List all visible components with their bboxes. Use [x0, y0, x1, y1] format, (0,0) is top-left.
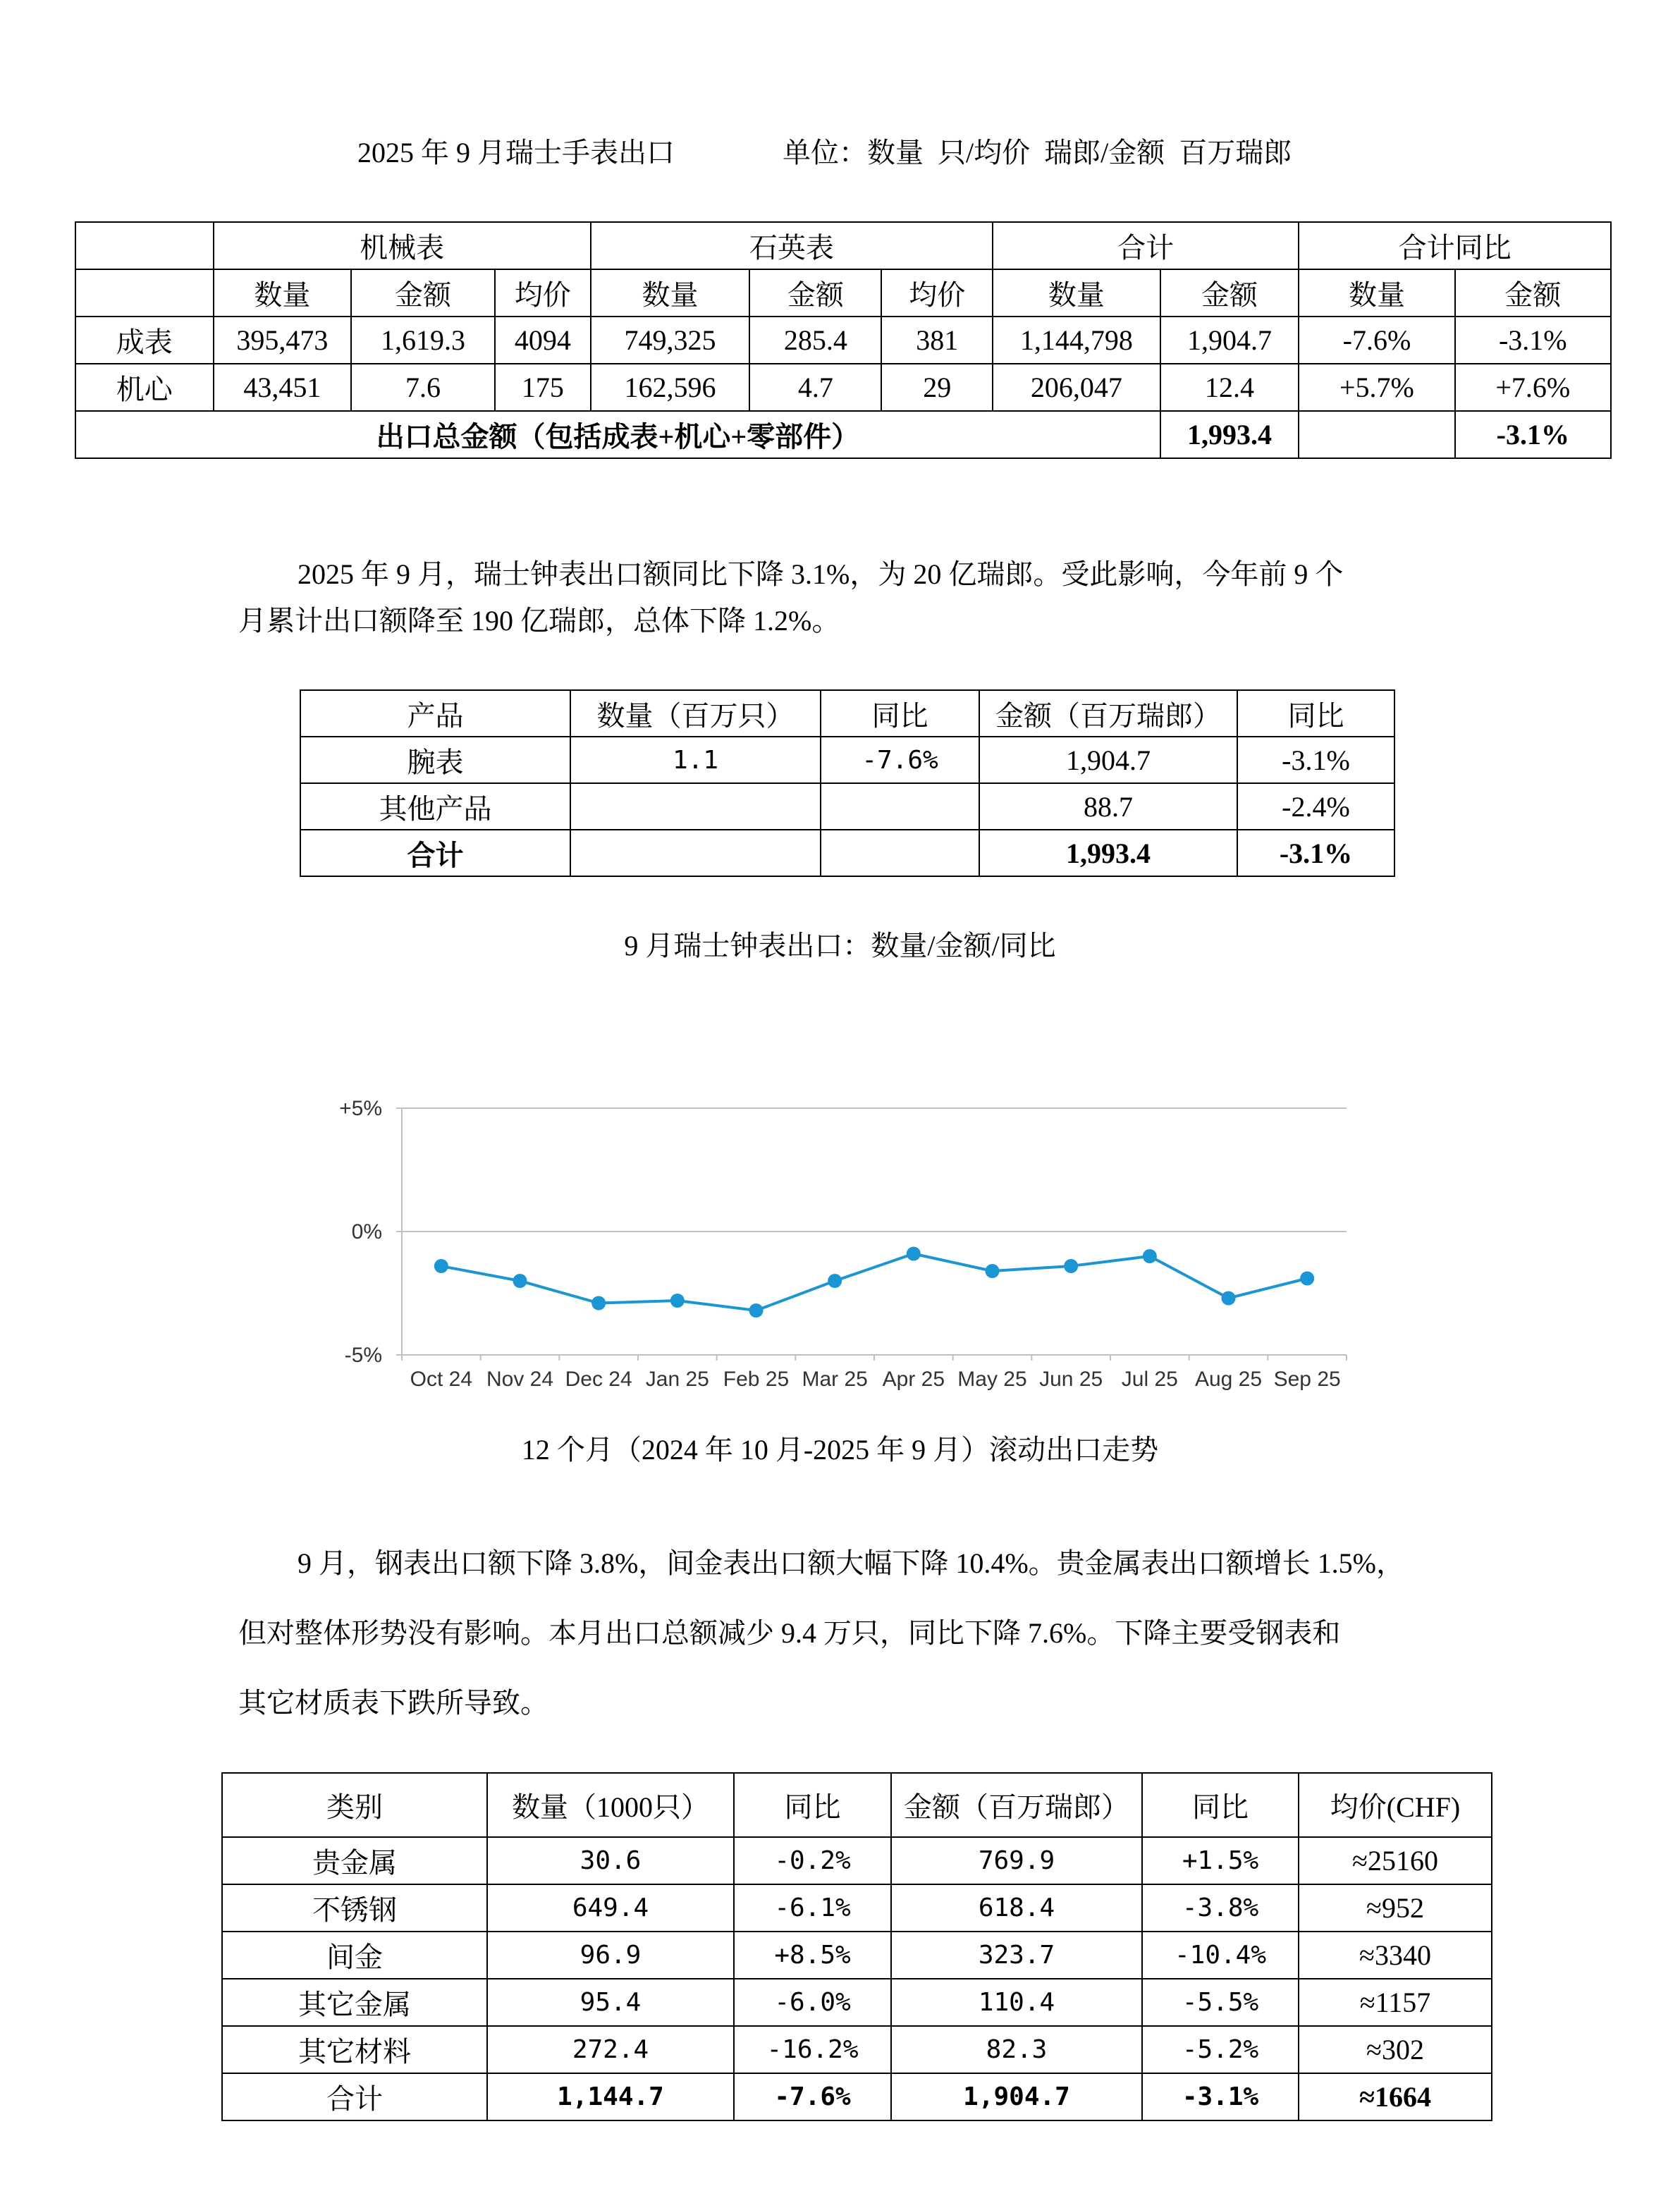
table1-subheader-row: [75, 269, 1611, 317]
table-cell: 12.4: [1160, 364, 1299, 411]
table-cell: -7.6%: [821, 737, 979, 783]
subheader-cell: 数量: [214, 269, 352, 317]
table-cell: 1,904.7: [1160, 317, 1299, 364]
table-cell: +8.5%: [734, 1932, 891, 1979]
table-cell: +5.7%: [1299, 364, 1454, 411]
subheader-cell: 数量: [591, 269, 749, 317]
subheader-cell: 数量: [1299, 269, 1454, 317]
subheader-cell: 数量: [993, 269, 1160, 317]
table-row: [300, 737, 1394, 783]
table-cell: ≈1157: [1299, 1979, 1492, 2026]
table-cell: -5.5%: [1142, 1979, 1299, 2026]
x-tick-label: Mar 25: [802, 1368, 868, 1391]
table-cell: ≈1664: [1299, 2073, 1492, 2120]
row-label: 成表: [75, 317, 214, 364]
table-cell: -5.2%: [1142, 2026, 1299, 2073]
y-tick-label: 0%: [351, 1220, 382, 1244]
table-row: [222, 1979, 1492, 2026]
table-row: [75, 317, 1611, 364]
table-cell: 其它材料: [222, 2026, 487, 2073]
data-point: [513, 1274, 527, 1288]
data-point: [1222, 1291, 1236, 1306]
material-table: [221, 1772, 1492, 2121]
table-cell: 749,325: [591, 317, 749, 364]
table-cell: 43,451: [214, 364, 352, 411]
total-empty-cell: [1299, 411, 1454, 458]
subheader-cell: 金额: [749, 269, 881, 317]
group-mechanical: 机械表: [214, 222, 591, 269]
data-points: [434, 1247, 1314, 1318]
table-row: [300, 783, 1394, 830]
unit-note: 单位：数量 只/均价 瑞郎/金额 百万瑞郎: [783, 137, 1292, 168]
table-cell: 618.4: [891, 1884, 1142, 1932]
table-cell: 1,993.4: [979, 830, 1237, 876]
header-cell: 同比: [734, 1773, 891, 1837]
table-row: [222, 1837, 1492, 1884]
x-tick-label: Aug 25: [1194, 1368, 1263, 1391]
table-row: [222, 1884, 1492, 1932]
table-cell: 不锈钢: [222, 1884, 487, 1932]
table1-corner-cell-2: [75, 269, 214, 317]
x-axis-ticks: [410, 1368, 1341, 1391]
table-row: [300, 830, 1394, 876]
group-quartz: 石英表: [591, 222, 993, 269]
table-row: [222, 2026, 1492, 2073]
table-cell: -3.1%: [1237, 737, 1394, 783]
table-cell: 4.7: [749, 364, 881, 411]
y-axis-ticks: [339, 1097, 382, 1367]
table-cell: 1,144.7: [487, 2073, 734, 2120]
table-cell: -10.4%: [1142, 1932, 1299, 1979]
x-tick-label: Apr 25: [882, 1368, 945, 1391]
chart-caption-bottom: 12 个月（2024 年 10 月-2025 年 9 月）滚动出口走势: [521, 1434, 1159, 1466]
table-cell: 腕表: [300, 737, 570, 783]
data-point: [591, 1296, 606, 1310]
table-cell: +7.6%: [1455, 364, 1611, 411]
export-trend-chart: [310, 1079, 1368, 1403]
table-cell: 合计: [222, 2073, 487, 2120]
table-cell: +1.5%: [1142, 1837, 1299, 1884]
x-tick-label: May 25: [957, 1368, 1027, 1391]
table-cell: [821, 830, 979, 876]
table-cell: 323.7: [891, 1932, 1142, 1979]
table-cell: 贵金属: [222, 1837, 487, 1884]
table-cell: 110.4: [891, 1979, 1142, 2026]
table-cell: -7.6%: [734, 2073, 891, 2120]
x-tick-label: Sep 25: [1273, 1368, 1341, 1391]
x-tick-label: Nov 24: [486, 1368, 554, 1391]
table-cell: 96.9: [487, 1932, 734, 1979]
data-point: [907, 1247, 921, 1261]
x-tick-label: Jan 25: [645, 1368, 709, 1391]
total-amount: 1,993.4: [1160, 411, 1299, 458]
paragraph-summary: [238, 551, 1493, 644]
table-row: [222, 2073, 1492, 2120]
table-cell: 合计: [300, 830, 570, 876]
table-cell: 272.4: [487, 2026, 734, 2073]
table-cell: 649.4: [487, 1884, 734, 1932]
table-row: [75, 364, 1611, 411]
paragraph-line: 月累计出口额降至 190 亿瑞郎，总体下降 1.2%。: [238, 605, 840, 637]
table-cell: -6.1%: [734, 1884, 891, 1932]
paragraph-line: 其它材质表下跌所导致。: [238, 1687, 548, 1719]
header-cell: 类别: [222, 1773, 487, 1837]
table-cell: -2.4%: [1237, 783, 1394, 830]
y-tick-label: +5%: [339, 1097, 382, 1120]
table2-header-row: [300, 690, 1394, 737]
table-cell: ≈25160: [1299, 1837, 1492, 1884]
table-cell: 1,904.7: [891, 2073, 1142, 2120]
table-cell: 395,473: [214, 317, 352, 364]
row-label: 机心: [75, 364, 214, 411]
table-cell: 30.6: [487, 1837, 734, 1884]
x-tick-label: Dec 24: [565, 1368, 632, 1391]
subheader-cell: 金额: [1455, 269, 1611, 317]
table-cell: 88.7: [979, 783, 1237, 830]
table1-group-row: [75, 222, 1611, 269]
paragraph-material: [238, 1528, 1493, 1738]
header-cell: 金额（百万瑞郎）: [979, 690, 1237, 737]
table-cell: 381: [881, 317, 993, 364]
export-summary-table: [75, 221, 1612, 459]
data-point: [986, 1264, 1000, 1278]
subheader-cell: 金额: [351, 269, 495, 317]
paragraph-line: 9 月，钢表出口额下降 3.8%，间金表出口额大幅下降 10.4%。贵金属表出口额增长 1.5%，: [298, 1547, 1404, 1579]
total-yoy: -3.1%: [1455, 411, 1611, 458]
group-total: 合计: [993, 222, 1299, 269]
table-cell: ≈3340: [1299, 1932, 1492, 1979]
table-cell: 1,144,798: [993, 317, 1160, 364]
y-tick-label: -5%: [344, 1344, 382, 1367]
table-cell: -3.1%: [1237, 830, 1394, 876]
table-row: [222, 1932, 1492, 1979]
paragraph-line: 2025 年 9 月，瑞士钟表出口额同比下降 3.1%，为 20 亿瑞郎。受此影响，今年前 9 个: [298, 558, 1344, 590]
series-line: [441, 1254, 1307, 1311]
header-cell: 同比: [1237, 690, 1394, 737]
table-cell: [570, 783, 821, 830]
table-cell: -6.0%: [734, 1979, 891, 2026]
table-cell: 162,596: [591, 364, 749, 411]
table-cell: 95.4: [487, 1979, 734, 2026]
data-point: [434, 1259, 448, 1273]
header-cell: 同比: [1142, 1773, 1299, 1837]
table-cell: -16.2%: [734, 2026, 891, 2073]
table1-corner-cell: [75, 222, 214, 269]
data-point: [1300, 1272, 1314, 1286]
table-cell: 其他产品: [300, 783, 570, 830]
table-cell: 285.4: [749, 317, 881, 364]
table-cell: -0.2%: [734, 1837, 891, 1884]
table-cell: 1,904.7: [979, 737, 1237, 783]
table-cell: 7.6: [351, 364, 495, 411]
product-table: [300, 689, 1395, 877]
table-cell: -3.1%: [1455, 317, 1611, 364]
table-cell: 769.9: [891, 1837, 1142, 1884]
header-cell: 金额（百万瑞郎）: [891, 1773, 1142, 1837]
data-point: [749, 1303, 764, 1318]
table-cell: 1,619.3: [351, 317, 495, 364]
subheader-cell: 均价: [881, 269, 993, 317]
table-cell: [570, 830, 821, 876]
table-cell: 1.1: [570, 737, 821, 783]
total-label: 出口总金额（包括成表+机心+零部件）: [75, 411, 1160, 458]
header-cell: 数量（百万只）: [570, 690, 821, 737]
table-cell: -7.6%: [1299, 317, 1454, 364]
table-cell: 206,047: [993, 364, 1160, 411]
x-tick-label: Jul 25: [1121, 1368, 1178, 1391]
data-point: [1143, 1249, 1157, 1263]
report-title: 2025 年 9 月瑞士手表出口: [357, 137, 675, 168]
table-cell: 其它金属: [222, 1979, 487, 2026]
table-cell: 间金: [222, 1932, 487, 1979]
table-cell: -3.1%: [1142, 2073, 1299, 2120]
chart-grid: [396, 1108, 1347, 1361]
table-cell: 175: [495, 364, 591, 411]
table-cell: 4094: [495, 317, 591, 364]
header-cell: 产品: [300, 690, 570, 737]
table-cell: 82.3: [891, 2026, 1142, 2073]
table3-header-row: [222, 1773, 1492, 1837]
subheader-cell: 金额: [1160, 269, 1299, 317]
x-tick-label: Jun 25: [1039, 1368, 1103, 1391]
table-cell: [821, 783, 979, 830]
data-point: [1064, 1259, 1078, 1273]
data-point: [670, 1294, 685, 1308]
subheader-cell: 均价: [495, 269, 591, 317]
table-cell: ≈302: [1299, 2026, 1492, 2073]
group-total-yoy: 合计同比: [1299, 222, 1611, 269]
table1-total-row: [75, 411, 1611, 458]
chart-caption-top: 9 月瑞士钟表出口：数量/金额/同比: [624, 930, 1056, 962]
x-tick-label: Oct 24: [410, 1368, 473, 1391]
header-cell: 同比: [821, 690, 979, 737]
table-cell: ≈952: [1299, 1884, 1492, 1932]
header-cell: 均价(CHF): [1299, 1773, 1492, 1837]
header-cell: 数量（1000只）: [487, 1773, 734, 1837]
table-cell: 29: [881, 364, 993, 411]
x-tick-label: Feb 25: [723, 1368, 790, 1391]
table-cell: -3.8%: [1142, 1884, 1299, 1932]
paragraph-line: 但对整体形势没有影响。本月出口总额减少 9.4 万只，同比下降 7.6%。下降主要受钢表和: [238, 1617, 1341, 1649]
data-point: [828, 1274, 842, 1288]
